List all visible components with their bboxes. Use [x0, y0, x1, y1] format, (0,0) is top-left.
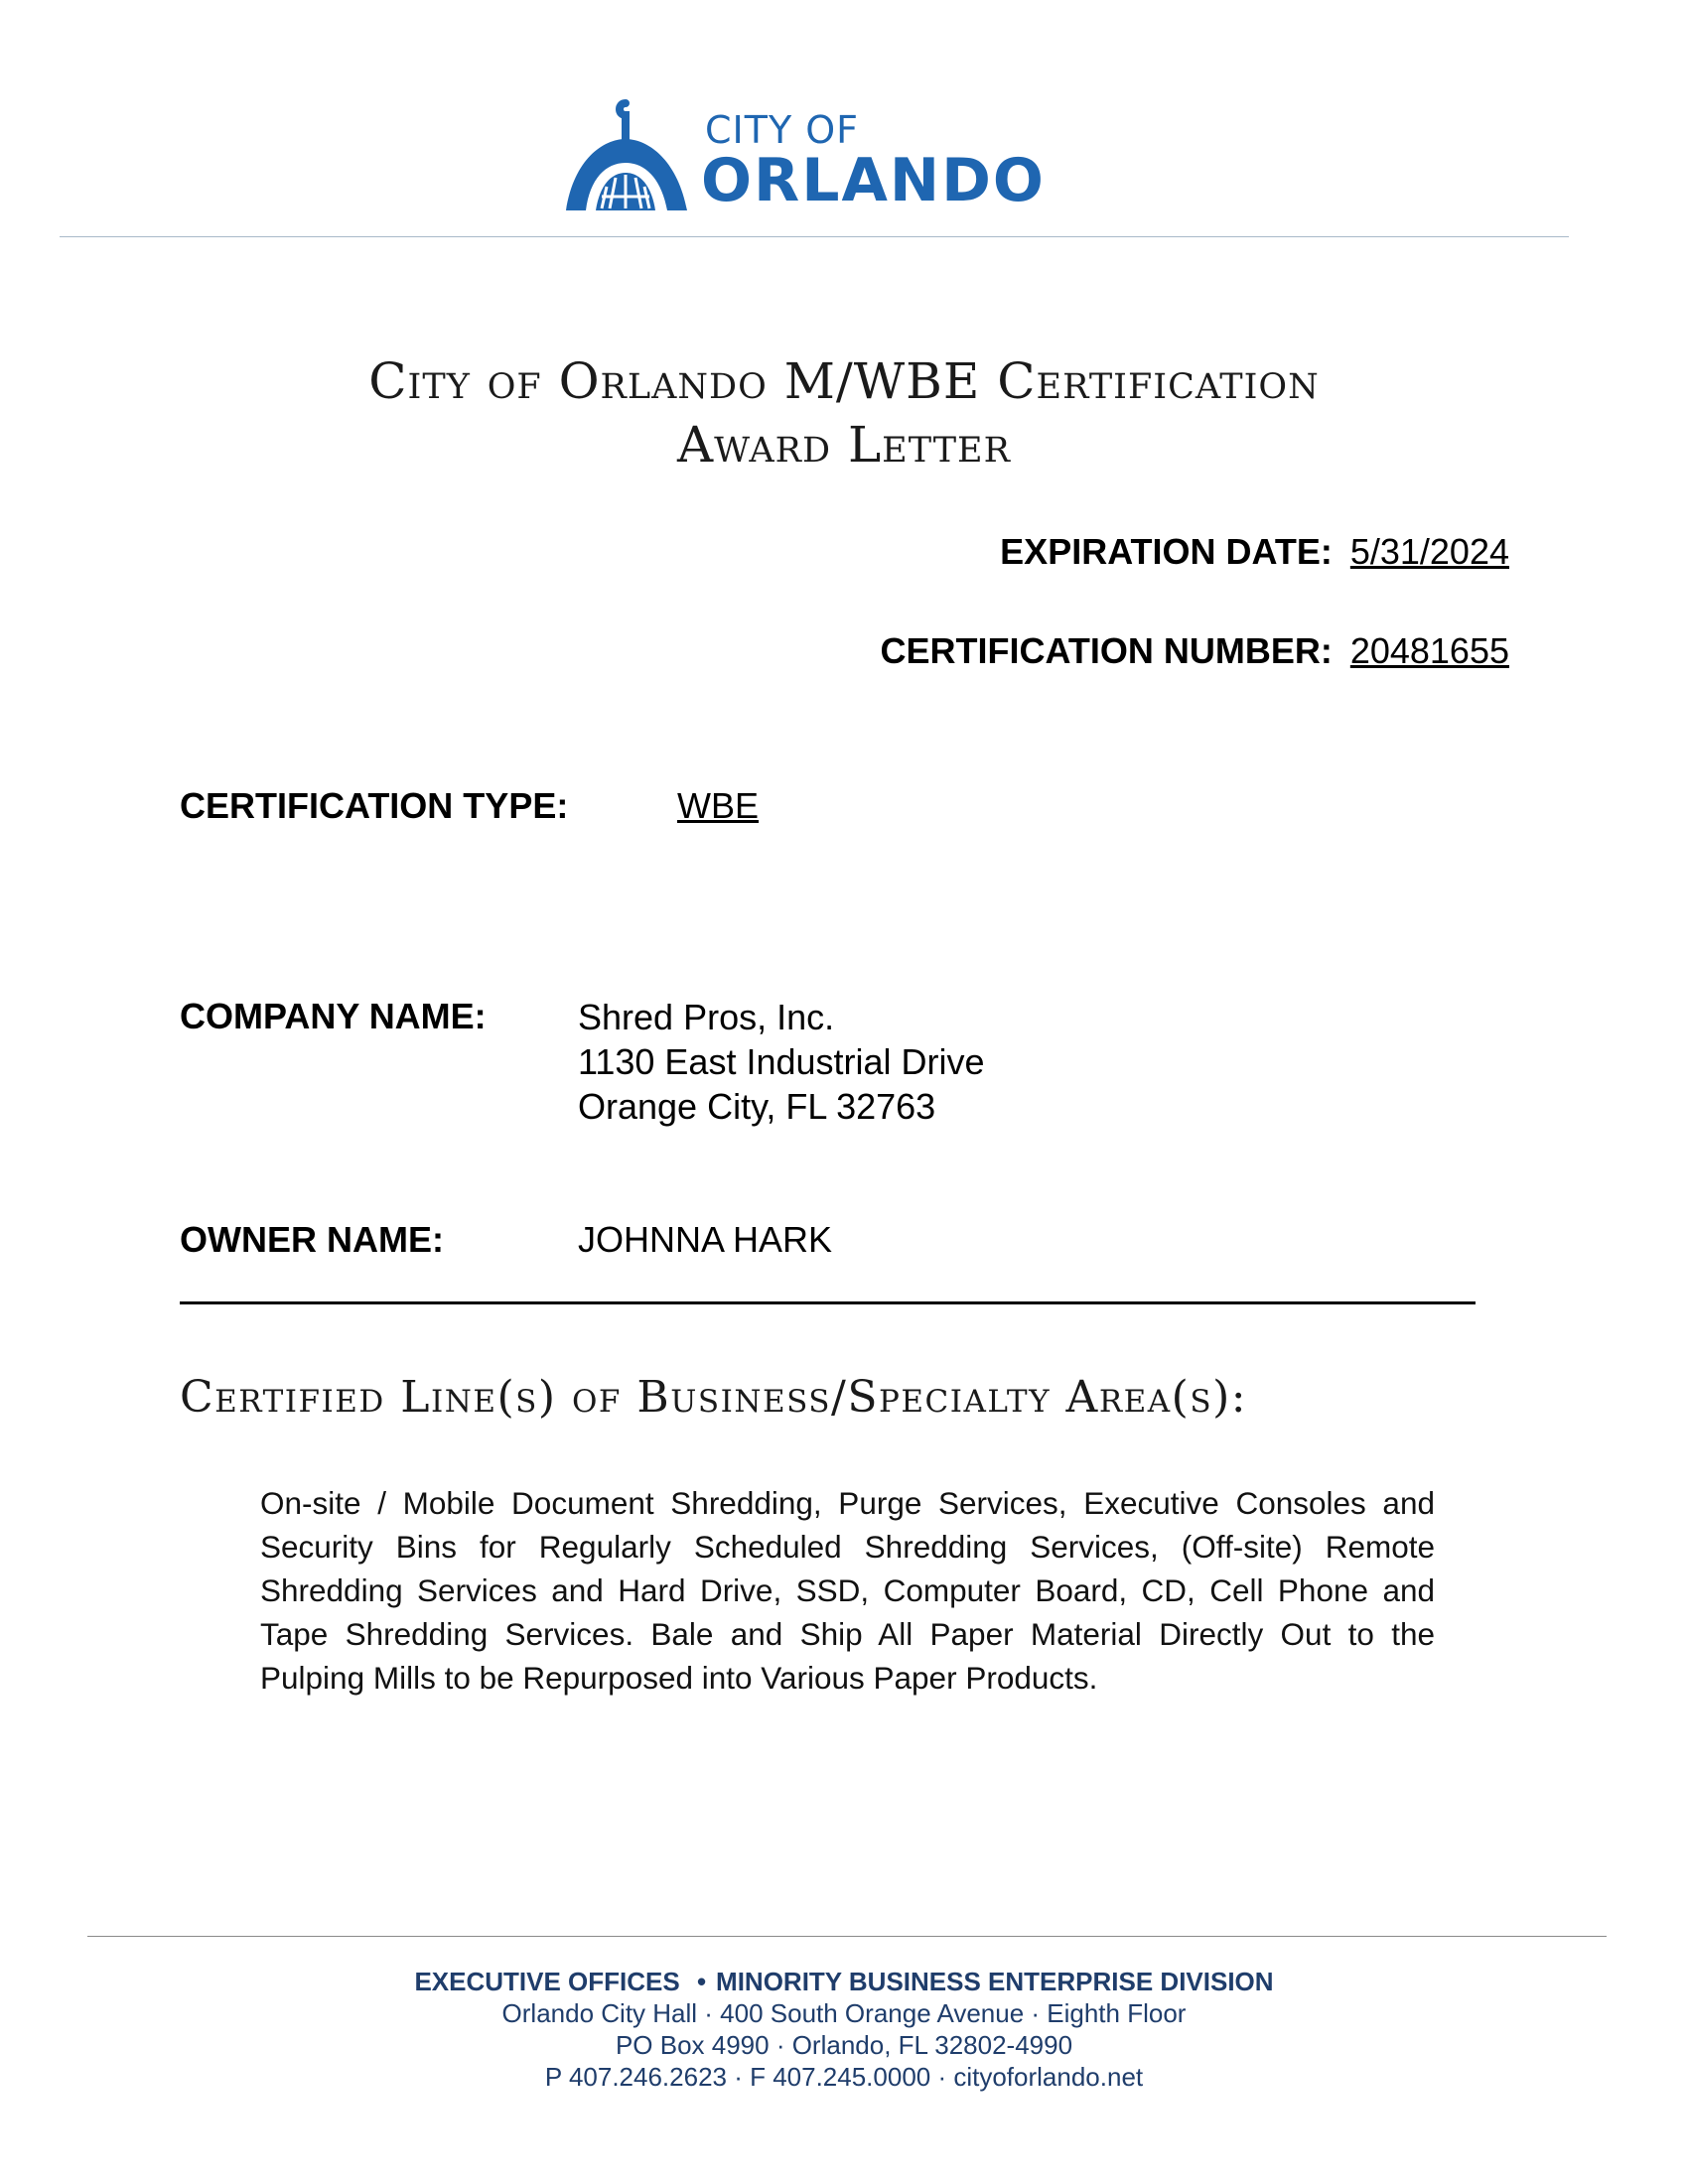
business-lines-description: On-site / Mobile Document Shredding, Purge Services, Executive Consoles and Security Bins for Regularly Scheduled Shredding Services, (Off-site) Remote Shredding Services and Hard Drive, SSD, Computer Board, CD, Cell Phone and Tape Shredding Services. Bale and Ship All Paper Material Directly Out to the Pulping Mills to be Repurposed into Various Paper Products.	[260, 1485, 1435, 1696]
expiration-date-label: EXPIRATION DATE:	[1000, 531, 1333, 572]
company-address-line-1: 1130 East Industrial Drive	[578, 1041, 985, 1082]
header-divider	[60, 236, 1569, 237]
owner-name-value: JOHNNA HARK	[578, 1219, 833, 1260]
city-logo	[564, 99, 1080, 215]
owner-name-label: OWNER NAME:	[180, 1219, 444, 1260]
expiration-date-value: 5/31/2024	[1349, 531, 1509, 572]
footer-address: Orlando City Hall · 400 South Orange Avenue · Eighth Floor	[501, 1998, 1187, 2028]
certification-number-value: 20481655	[1349, 630, 1509, 671]
footer-po-box: PO Box 4990 · Orlando, FL 32802-4990	[615, 2030, 1073, 2060]
certification-type-value: WBE	[677, 785, 760, 826]
footer	[149, 1966, 1539, 2093]
company-details	[578, 995, 985, 1129]
document-title	[149, 349, 1539, 477]
business-lines-heading: Certified Line(s) of Business/Specialty Area(s):	[180, 1372, 1248, 1423]
city-hall-dome-icon	[564, 99, 691, 212]
footer-divider	[87, 1936, 1607, 1937]
logo-orlando: ORLANDO	[701, 146, 1046, 215]
footer-division: MINORITY BUSINESS ENTERPRISE DIVISION	[716, 1967, 1274, 1996]
expiration-date-field	[1000, 530, 1509, 574]
title-line-2: Award Letter	[677, 416, 1011, 474]
footer-office: EXECUTIVE OFFICES	[414, 1967, 680, 1996]
certification-number-field	[881, 629, 1509, 673]
footer-bullet: •	[696, 1967, 707, 1996]
title-line-1: City of Orlando M/WBE Certification	[368, 352, 1320, 410]
footer-heading	[149, 1966, 1539, 1997]
company-name-value: Shred Pros, Inc.	[578, 997, 835, 1037]
section-divider	[180, 1301, 1476, 1304]
logo-city-of: CITY OF	[705, 108, 860, 152]
company-address-line-2: Orange City, FL 32763	[578, 1086, 936, 1127]
company-name-label: COMPANY NAME:	[180, 996, 487, 1036]
footer-contact: P 407.246.2623 · F 407.245.0000 · cityoforlando.net	[544, 2062, 1144, 2092]
certification-number-label: CERTIFICATION NUMBER:	[880, 630, 1333, 671]
certification-type-label: CERTIFICATION TYPE:	[180, 785, 569, 826]
